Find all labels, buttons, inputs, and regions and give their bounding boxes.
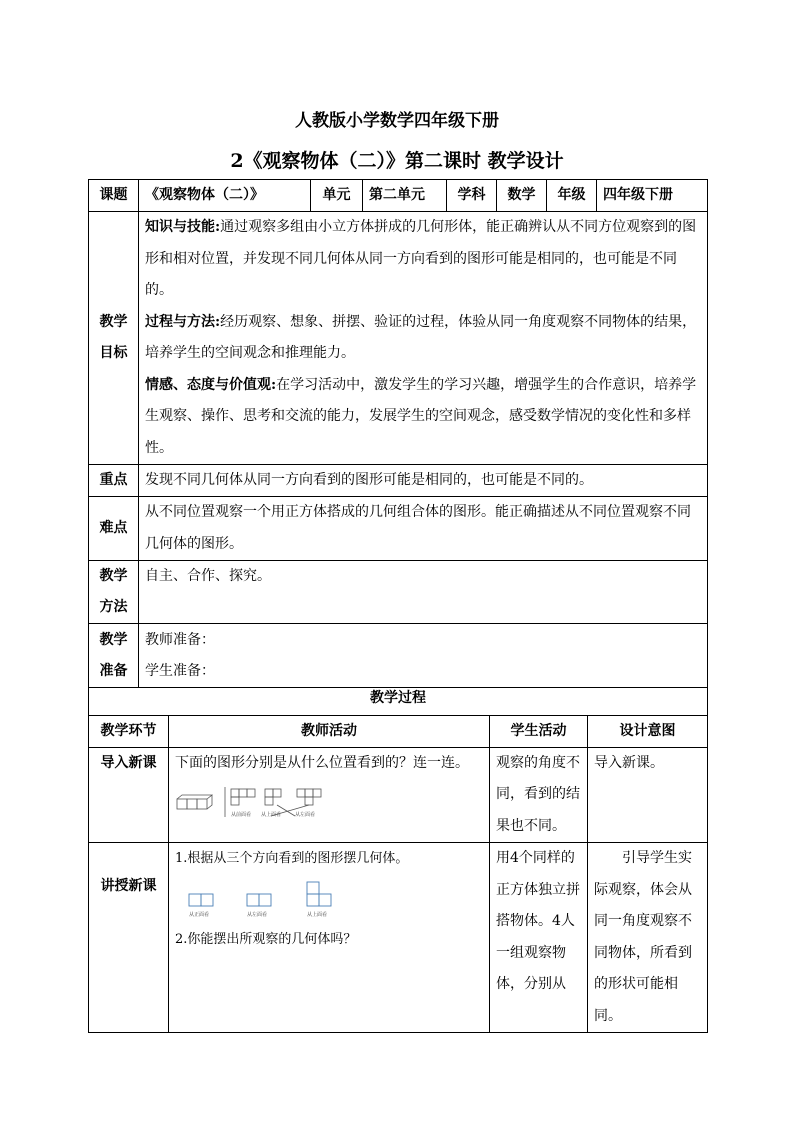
unit-value: 第二单元 (363, 180, 447, 212)
lesson-info-table (88, 179, 708, 688)
method-label: 教学 方法 (89, 561, 139, 624)
key-point-label: 重点 (89, 465, 139, 497)
teacher-preparation: 教师准备： (145, 631, 215, 648)
teacher-activity-new-lesson (169, 843, 490, 1033)
student-activity-new-lesson: 用4个同样的正方体独立拼搭物体。4人一组观察物体，分别从 (490, 843, 588, 1033)
fig-label-front-view: 从正面看 (189, 912, 210, 918)
objectives-content (139, 212, 708, 465)
key-point-row (89, 465, 708, 497)
new-lesson-step-1: 1.根据从三个方向看到的图形摆几何体。 (175, 851, 409, 866)
stage-new-lesson: 讲授新课 (89, 843, 169, 1033)
objectives-label: 教学 目标 (89, 212, 139, 465)
unit-label: 单元 (311, 180, 363, 212)
process-heading-row (89, 683, 708, 715)
topic-label: 课题 (89, 180, 139, 212)
stage-intro: 导入新课 (89, 747, 169, 843)
process-row-intro (89, 747, 708, 843)
process-text: 经历观察、想象、拼摆、验证的过程，体验从同一角度观察不同物体的结果，培养学生的空间观念和推理能力。 (145, 313, 697, 361)
grade-value: 四年级下册 (597, 180, 708, 212)
difficulty-label: 难点 (89, 497, 139, 561)
difficulty-row (89, 497, 708, 561)
three-views-figure (175, 878, 375, 924)
teacher-activity-intro (169, 747, 490, 843)
process-header-row (89, 715, 708, 747)
column-header-student: 学生活动 (490, 715, 588, 747)
method-text: 自主、合作、探究。 (139, 561, 708, 624)
subject-value: 数学 (497, 180, 547, 212)
view-matching-figure (175, 783, 355, 819)
column-header-teacher: 教师活动 (169, 715, 490, 747)
process-heading: 教学过程 (89, 683, 708, 715)
document-subtitle: 2《观察物体（二）》第二课时 教学设计 (230, 150, 564, 172)
preparation-label: 教学 准备 (89, 624, 139, 688)
fig-label-top-view: 从上面看 (307, 912, 328, 918)
fig-label-top: 从上面看 (261, 811, 282, 818)
design-intent-new-lesson: 引导学生实际观察，体会从同一角度观察不同物体，所看到的形状可能相同。 (588, 843, 708, 1033)
info-row (89, 180, 708, 212)
fig-label-left-view: 从左面看 (247, 912, 268, 918)
fig-label-left: 从左面看 (295, 811, 316, 818)
student-activity-intro: 观察的角度不同，看到的结果也不同。 (490, 747, 588, 843)
document-title: 人教版小学数学四年级下册 (295, 111, 499, 131)
preparation-content (139, 624, 708, 688)
column-header-stage: 教学环节 (89, 715, 169, 747)
design-intent-intro: 导入新课。 (588, 747, 708, 843)
preparation-row (89, 624, 708, 688)
intro-instruction: 下面的图形分别是从什么位置看到的？连一连。 (175, 754, 469, 771)
fig-label-front: 从前面看 (231, 811, 252, 818)
student-preparation: 学生准备： (145, 662, 215, 679)
teaching-process-table (88, 683, 708, 1033)
knowledge-text: 通过观察多组由小立方体拼成的几何形体，能正确辨认从不同方位观察到的图形和相对位置，并发现不同几何体从同一方向看到的图形可能是相同的，也可能是不同的。 (145, 219, 697, 298)
method-row (89, 561, 708, 624)
key-point-text: 发现不同几何体从同一方向看到的图形可能是相同的，也可能是不同的。 (139, 465, 708, 497)
emotion-text: 在学习活动中，激发学生的学习兴趣，增强学生的合作意识，培养学生观察、操作、思考和交流的能力，发展学生的空间观念，感受数学情况的变化性和多样性。 (145, 376, 697, 456)
objectives-row (89, 212, 708, 465)
topic-value: 《观察物体（二）》 (139, 180, 311, 212)
column-header-intent: 设计意图 (588, 715, 708, 747)
process-label: 过程与方法: (145, 313, 221, 330)
knowledge-label: 知识与技能: (145, 219, 221, 235)
grade-label: 年级 (547, 180, 597, 212)
subject-label: 学科 (447, 180, 497, 212)
process-row-new-lesson (89, 843, 708, 1033)
difficulty-text: 从不同位置观察一个用正方体搭成的几何组合体的图形。能正确描述从不同位置观察不同几何体的图形。 (139, 497, 708, 561)
new-lesson-step-2: 2.你能摆出所观察的几何体吗？ (175, 932, 357, 947)
emotion-label: 情感、态度与价值观: (145, 376, 277, 393)
